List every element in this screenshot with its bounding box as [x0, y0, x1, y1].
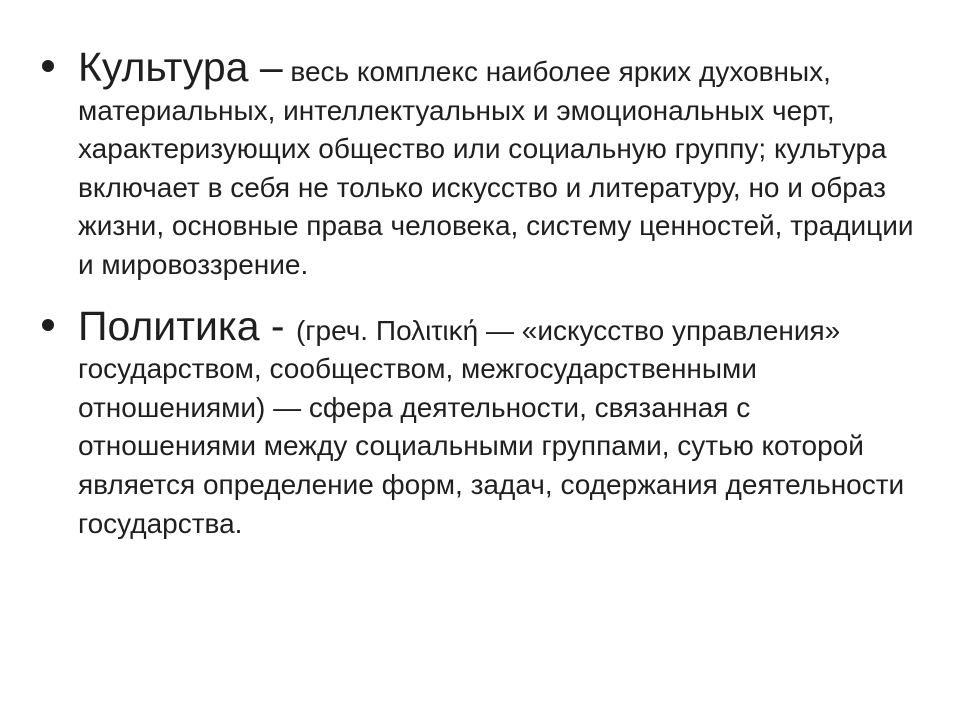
definition-politics: (греч. Πολιτική — «искусство управления» государством, сообществом, межгосударственными отношениями) — сфера деятельности, связанная с отношениями между социальными группами, сутью которой является определение форм, задач, содержания деятельности государства. [78, 314, 905, 539]
bullet-item-politics [38, 302, 918, 544]
bullet-item-culture [38, 44, 918, 285]
bullet-text-culture [78, 44, 918, 285]
bullet-icon [42, 319, 54, 331]
definition-culture: весь комплекс наиболее ярких духовных, материальных, интеллектуальных и эмоциональных черт, характеризующих общество или социальную группу; культура включает в себя не только искусство и литературу, но и образ жизни, основные права человека, систему ценностей, традиции и мировоззрение. [78, 56, 914, 280]
bullet-text-politics [78, 302, 918, 544]
bullet-list [38, 44, 918, 565]
term-culture: Культура – [78, 44, 283, 90]
bullet-icon [42, 60, 54, 72]
term-politics: Политика - [78, 302, 296, 349]
